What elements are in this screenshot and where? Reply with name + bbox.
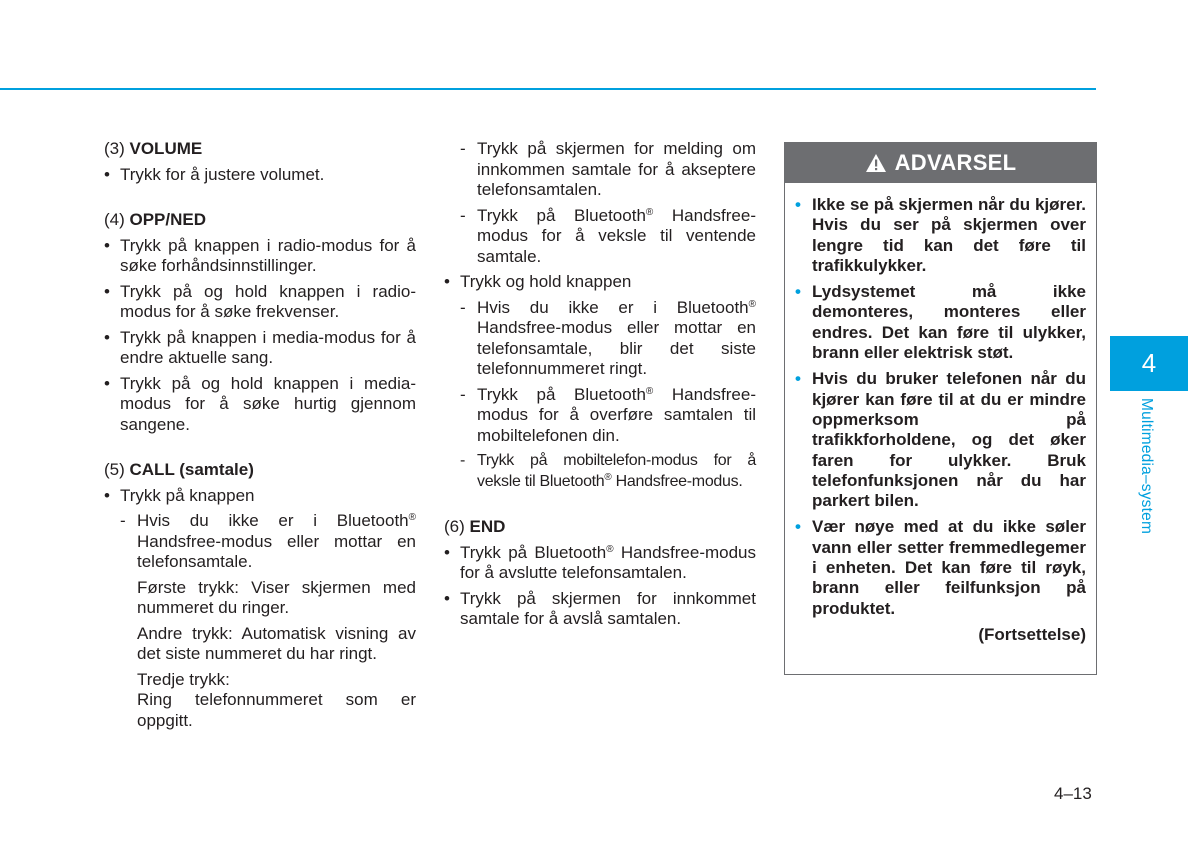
list-item: • Trykk på skjermen for innkommet samtale for å avslå samtalen. (444, 589, 756, 630)
list-item: • Trykk på knappen (104, 486, 416, 507)
dash-item: - Trykk på Bluetooth® Handsfree-modus for å overføre samtalen til mobiltelefonen din. (460, 384, 756, 445)
warning-item: • Ikke se på skjermen når du kjører. Hvis du ser på skjermen over lengre tid kan det føre til trafikkulykker. (795, 195, 1086, 276)
chapter-side-label: Multimedia–system (1138, 398, 1155, 535)
section-volume-heading: (3) VOLUME (104, 139, 203, 158)
list-item: • Trykk på og hold knappen i media-modus for å søke hurtig gjennom sangene. (104, 374, 416, 436)
list-item: • Trykk på Bluetooth® Handsfree-modus for å avslutte telefonsamtalen. (444, 543, 756, 584)
paragraph: Andre trykk: Automatisk visning av det siste nummeret du har ringt. (137, 623, 416, 663)
left-column (104, 139, 416, 736)
paragraph: Tredje trykk: Ring telefonnummeret som er oppgitt. (137, 669, 416, 730)
list-item: • Trykk på og hold knappen i radio-modus for å søke frekvenser. (104, 282, 416, 323)
section-call-heading: (5) CALL (samtale) (104, 460, 254, 479)
section-end-heading: (6) END (444, 517, 506, 536)
section-oppned-heading: (4) OPP/NED (104, 210, 207, 229)
list-item: • Trykk for å justere volumet. (104, 165, 416, 186)
warning-header (785, 143, 1096, 183)
chapter-tab: 4 (1110, 336, 1188, 391)
warning-triangle-icon (865, 153, 887, 173)
dash-item: - Hvis du ikke er i Bluetooth® Handsfree-modus eller mottar en telefonsamtale, blir det siste telefonnummeret ringt. (460, 297, 756, 378)
top-rule (0, 88, 1096, 90)
warning-item: • Lydsystemet må ikke demonteres, monteres eller endres. Det kan føre til ulykker, brann eller elektrisk støt. (795, 282, 1086, 363)
warning-title: ADVARSEL (894, 150, 1017, 175)
continued-label: (Fortsettelse) (978, 624, 1086, 644)
list-item: • Trykk på knappen i radio-modus for å søke forhåndsinnstillinger. (104, 236, 416, 277)
dash-item: - Trykk på mobiltelefon-modus for å veksle til Bluetooth® Handsfree-modus. (460, 452, 756, 490)
dash-item: - Hvis du ikke er i Bluetooth® Handsfree-modus eller mottar en telefonsamtale. (120, 511, 416, 571)
list-item: • Trykk på knappen i media-modus for å endre aktuelle sang. (104, 328, 416, 369)
warning-box (784, 142, 1097, 675)
paragraph: Første trykk: Viser skjermen med nummeret du ringer. (137, 577, 416, 617)
warning-item: • Hvis du bruker telefonen når du kjører kan føre til at du er mindre oppmerksom på trafikkforholdene, og det øker faren for ulykker. Bruk telefonfunksjonen når du har parkert bilen. (795, 369, 1086, 511)
list-item: • Trykk og hold knappen (444, 272, 756, 293)
warning-item: • Vær nøye med at du ikke søler vann eller setter fremmedlegemer i enheten. Det kan føre til røyk, brann eller feilfunksjon på produktet. (795, 517, 1086, 618)
page-number: 4–13 (1054, 784, 1092, 803)
dash-item: - Trykk på skjermen for melding om innkommen samtale for å akseptere telefonsamtalen. (460, 139, 756, 199)
right-column (444, 139, 756, 635)
warning-body (785, 183, 1096, 645)
dash-item: - Trykk på Bluetooth® Handsfree-modus for å veksle til ventende samtale. (460, 205, 756, 266)
